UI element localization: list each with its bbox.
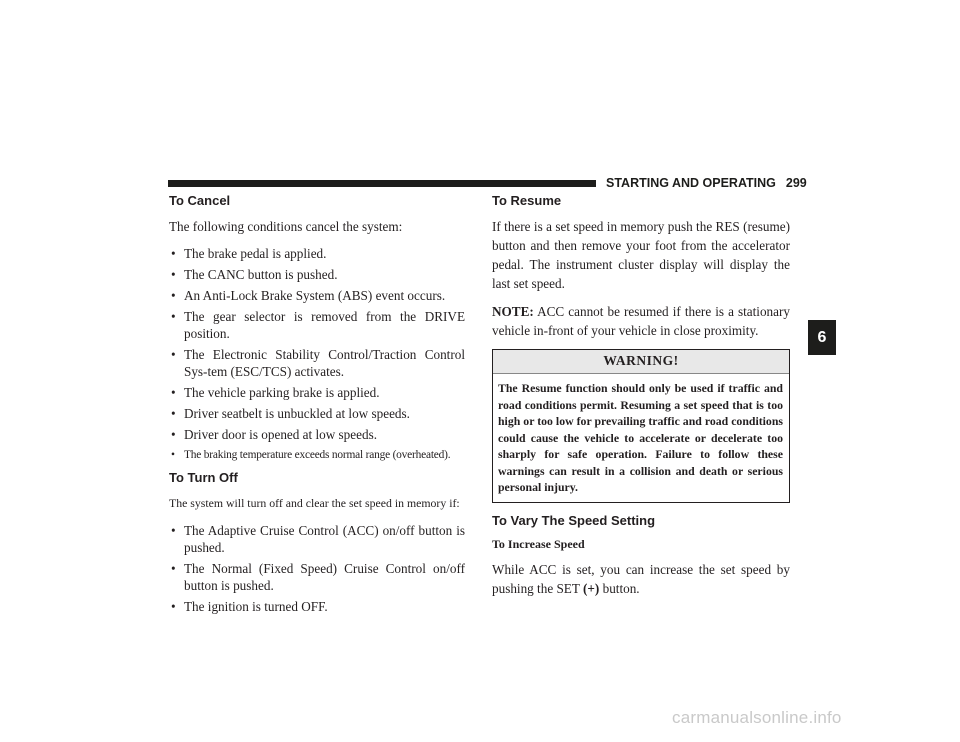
list-item: • The Adaptive Cruise Control (ACC) on/off button is pushed. [171,523,465,555]
list-item: • The Electronic Stability Control/Traction Control Sys-tem (ESC/TCS) activates. [171,347,465,379]
to-resume-heading: To Resume [492,193,562,208]
list-item: • The ignition is turned OFF. [171,599,328,614]
left-column [169,193,465,621]
resume-note [492,302,790,340]
section-title: STARTING AND OPERATING [606,176,776,190]
running-header [606,176,807,190]
cancel-conditions-list [169,245,465,464]
turn-off-conditions-list [169,522,465,615]
to-resume-body: If there is a set speed in memory push the RES (resume) button and then remove your foot from the accelerator pedal. The instrument cluster display will display the last set speed. [492,219,790,291]
page-number: 299 [785,176,807,190]
warning-box [492,349,790,503]
bullet-icon: • [171,599,176,614]
note-label: NOTE: [492,304,534,319]
bullet-icon: • [171,427,176,442]
chapter-tab: 6 [808,320,836,355]
list-item: • The braking temperature exceeds normal range (overheated). [169,447,465,464]
bullet-icon: • [171,309,176,324]
warning-title: WARNING! [493,350,789,374]
to-cancel-heading: To Cancel [169,193,231,208]
list-item: • The gear selector is removed from the DRIVE position. [171,309,465,341]
vary-speed-heading: To Vary The Speed Setting [492,512,656,528]
increase-speed-subheading: To Increase Speed [492,536,585,551]
set-plus-label: (+) [582,580,600,596]
list-item: • An Anti-Lock Brake System (ABS) event occurs. [171,288,446,303]
list-item: • Driver door is opened at low speeds. [171,427,378,442]
list-item: • The brake pedal is applied. [171,246,327,261]
to-turn-off-intro: The system will turn off and clear the set speed in memory if: [169,496,460,510]
list-item: • The Normal (Fixed Speed) Cruise Control on/off button is pushed. [171,561,465,593]
to-turn-off-heading: To Turn Off [169,470,238,485]
bullet-icon: • [171,267,176,282]
bullet-icon: • [171,246,176,261]
list-item: • The vehicle parking brake is applied. [171,385,380,400]
bullet-icon: • [171,385,176,400]
note-text: ACC cannot be resumed if there is a stationary vehicle in-front of your vehicle in close proximity. [492,304,790,338]
bullet-icon: • [171,288,176,303]
list-item: • The CANC button is pushed. [171,267,338,282]
warning-body: The Resume function should only be used if traffic and road conditions permit. Resuming a set speed that is too high or too low for prevailing traffic and road conditions could cause the vehicle to accelerate or decelerate too sharply for safe operation. Failure to follow these warnings can result in a collision and death or serious personal injury. [498,381,783,494]
bullet-icon: • [171,523,176,538]
bullet-icon: • [171,449,175,461]
bullet-icon: • [171,347,176,362]
bullet-icon: • [171,406,176,421]
right-column [492,193,790,607]
watermark: carmanualsonline.info [672,708,842,727]
header-rule [168,180,596,187]
to-cancel-intro: The following conditions cancel the system: [169,219,403,234]
list-item: • Driver seatbelt is unbuckled at low speeds. [171,406,410,421]
bullet-icon: • [171,561,176,576]
increase-speed-body: While ACC is set, you can increase the set speed by pushing the SET (+) button. [492,561,790,596]
